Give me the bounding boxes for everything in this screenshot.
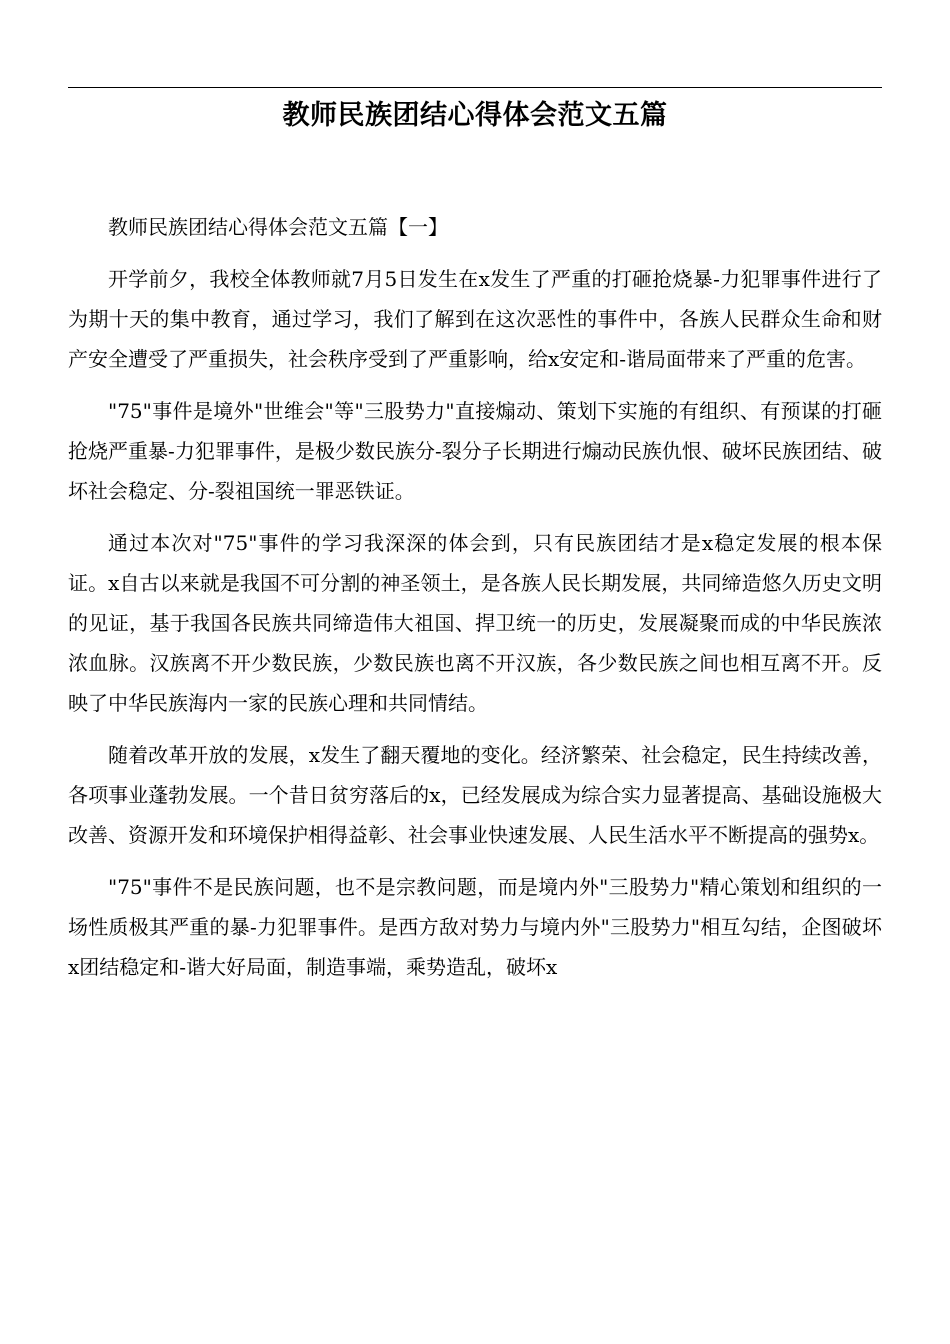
paragraph-5: "75"事件不是民族问题，也不是宗教问题，而是境内外"三股势力"精心策划和组织的一场性质极其严重的暴-力犯罪事件。是西方敌对势力与境内外"三股势力"相互勾结，企图破坏x团结稳定和-谐大好局面，制造事端，乘势造乱，破坏x [68, 875, 882, 979]
paragraph-2: "75"事件是境外"世维会"等"三股势力"直接煽动、策划下实施的有组织、有预谋的打砸抢烧严重暴-力犯罪事件，是极少数民族分-裂分子长期进行煽动民族仇恨、破坏民族团结、破坏社会稳定、分-裂祖国统一罪恶铁证。 [68, 399, 882, 503]
document-title: 教师民族团结心得体会范文五篇 [282, 100, 668, 131]
paragraph-4: 随着改革开放的发展，x发生了翻天覆地的变化。经济繁荣、社会稳定，民生持续改善，各项事业蓬勃发展。一个昔日贫穷落后的x，已经发展成为综合实力显著提高、基础设施极大改善、资源开发和环境保护相得益彰、社会事业快速发展、人民生活水平不断提高的强势x。 [68, 743, 882, 847]
document-body [68, 207, 882, 987]
paragraph-3: 通过本次对"75"事件的学习我深深的体会到，只有民族团结才是x稳定发展的根本保证。x自古以来就是我国不可分割的神圣领土，是各族人民长期发展，共同缔造悠久历史文明的见证，基于我国各民族共同缔造伟大祖国、捍卫统一的历史，发展凝聚而成的中华民族浓浓血脉。汉族离不开少数民族，少数民族也离不开汉族，各少数民族之间也相互离不开。反映了中华民族海内一家的民族心理和共同情结。 [68, 531, 882, 715]
header-rule [68, 87, 882, 88]
paragraph-1: 开学前夕，我校全体教师就7月5日发生在x发生了严重的打砸抢烧暴-力犯罪事件进行了为期十天的集中教育，通过学习，我们了解到在这次恶性的事件中，各族人民群众生命和财产安全遭受了严重损失，社会秩序受到了严重影响，给x安定和-谐局面带来了严重的危害。 [68, 267, 882, 371]
section-heading: 教师民族团结心得体会范文五篇【一】 [108, 215, 448, 239]
